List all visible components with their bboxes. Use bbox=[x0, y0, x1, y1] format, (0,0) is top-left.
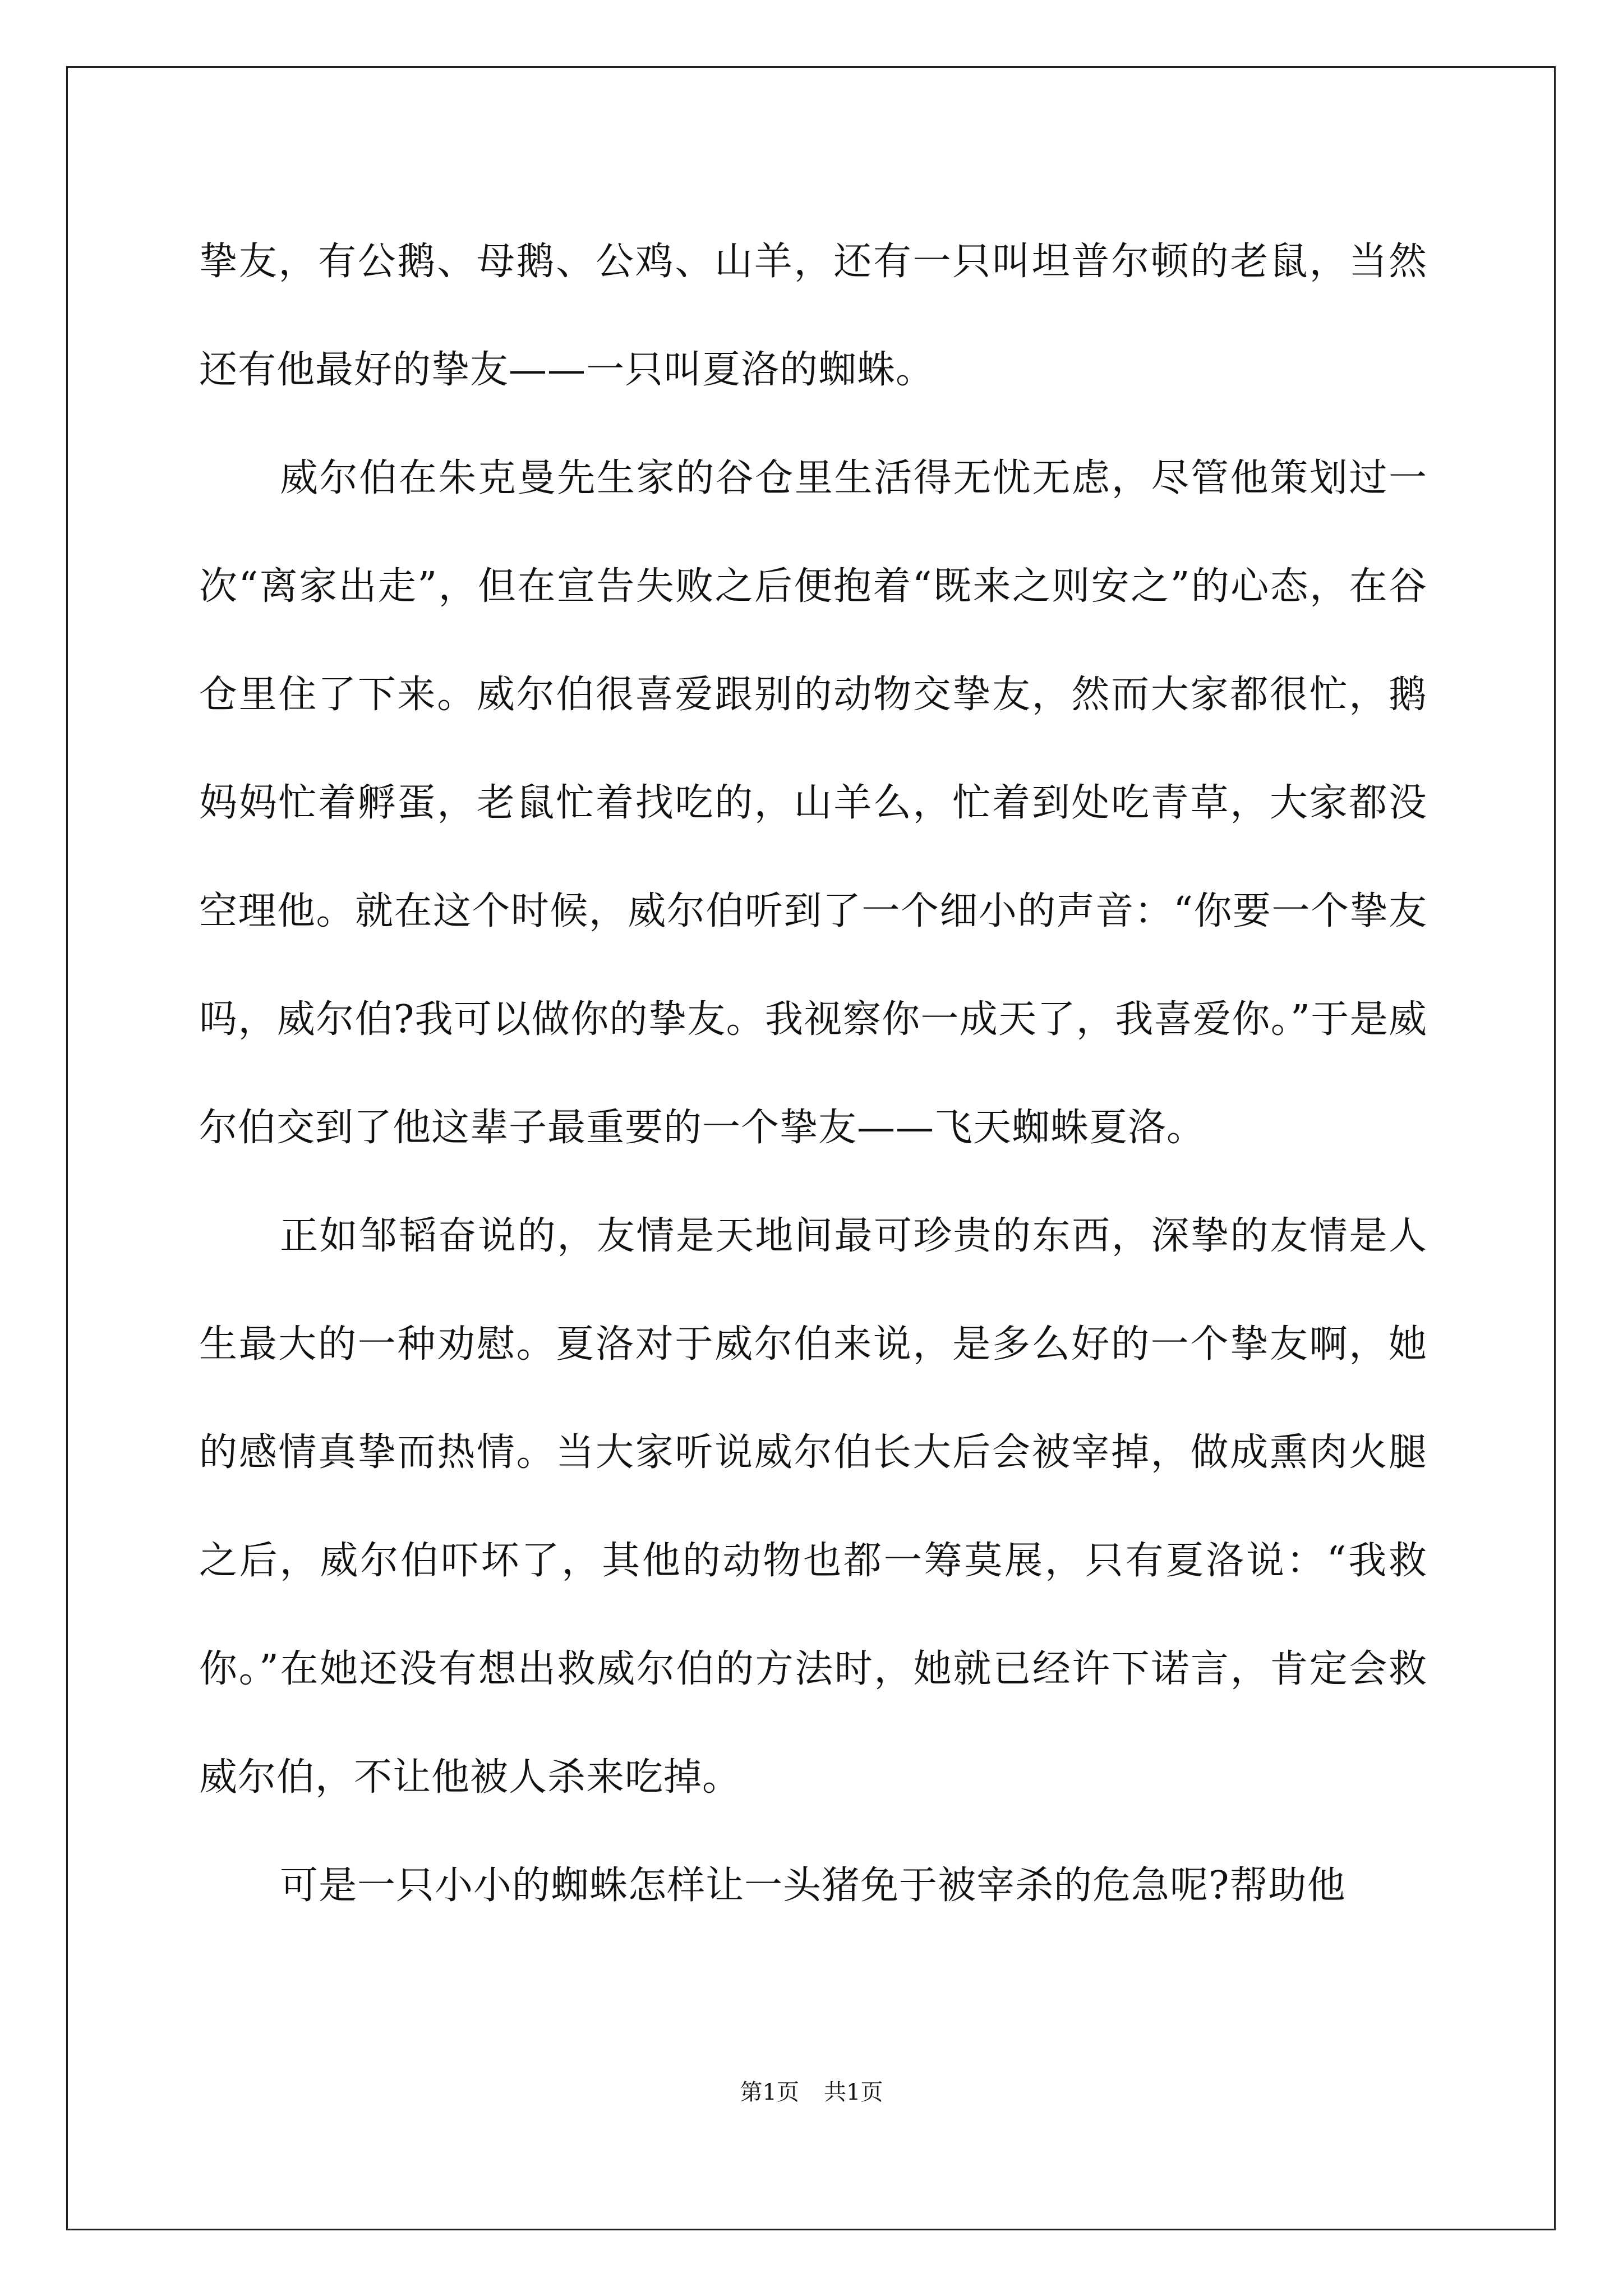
paragraph: 可是一只小小的蜘蛛怎样让一头猪免于被宰杀的危急呢?帮助他 bbox=[280, 1864, 1346, 1908]
paragraph: 正如邹韬奋说的，友情是天地间最可珍贵的东西，深挚的友情是人生最大的一种劝慰。夏洛对于威尔伯来说，是多么好的一个挚友啊，她的感情真挚而热情。当大家听说威尔伯长大后会被宰掉，做成熏肉火腿之后，威尔伯吓坏了，其他的动物也都一筹莫展，只有夏洛说：“我救你。”在她还没有想出救威尔伯的方法时，她就已经许下诺言，肯定会救威尔伯，不让他被人杀来吃掉。 bbox=[199, 1214, 1427, 1800]
paragraph-continuation: 挚友，有公鹅、母鹅、公鸡、山羊，还有一只叫坦普尔顿的老鼠，当然还有他最好的挚友——一只叫夏洛的蜘蛛。 bbox=[199, 240, 1427, 392]
paragraph: 威尔伯在朱克曼先生家的谷仓里生活得无忧无虑，尽管他策划过一次“离家出走”，但在宣告失败之后便抱着“既来之则安之”的心态，在谷仓里住了下来。威尔伯很喜爱跟别的动物交挚友，然而大家都很忙，鹅妈妈忙着孵蛋，老鼠忙着找吃的，山羊么，忙着到处吃青草，大家都没空理他。就在这个时候，威尔伯听到了一个细小的声音：“你要一个挚友吗，威尔伯?我可以做你的挚友。我视察你一成天了，我喜爱你。”于是威尔伯交到了他这辈子最重要的一个挚友——飞天蜘蛛夏洛。 bbox=[199, 456, 1427, 1150]
document-body bbox=[199, 208, 1427, 1940]
page-total: 共1页 bbox=[824, 2079, 883, 2105]
page-number: 第1页 bbox=[740, 2079, 799, 2105]
page-footer bbox=[0, 2076, 1623, 2109]
